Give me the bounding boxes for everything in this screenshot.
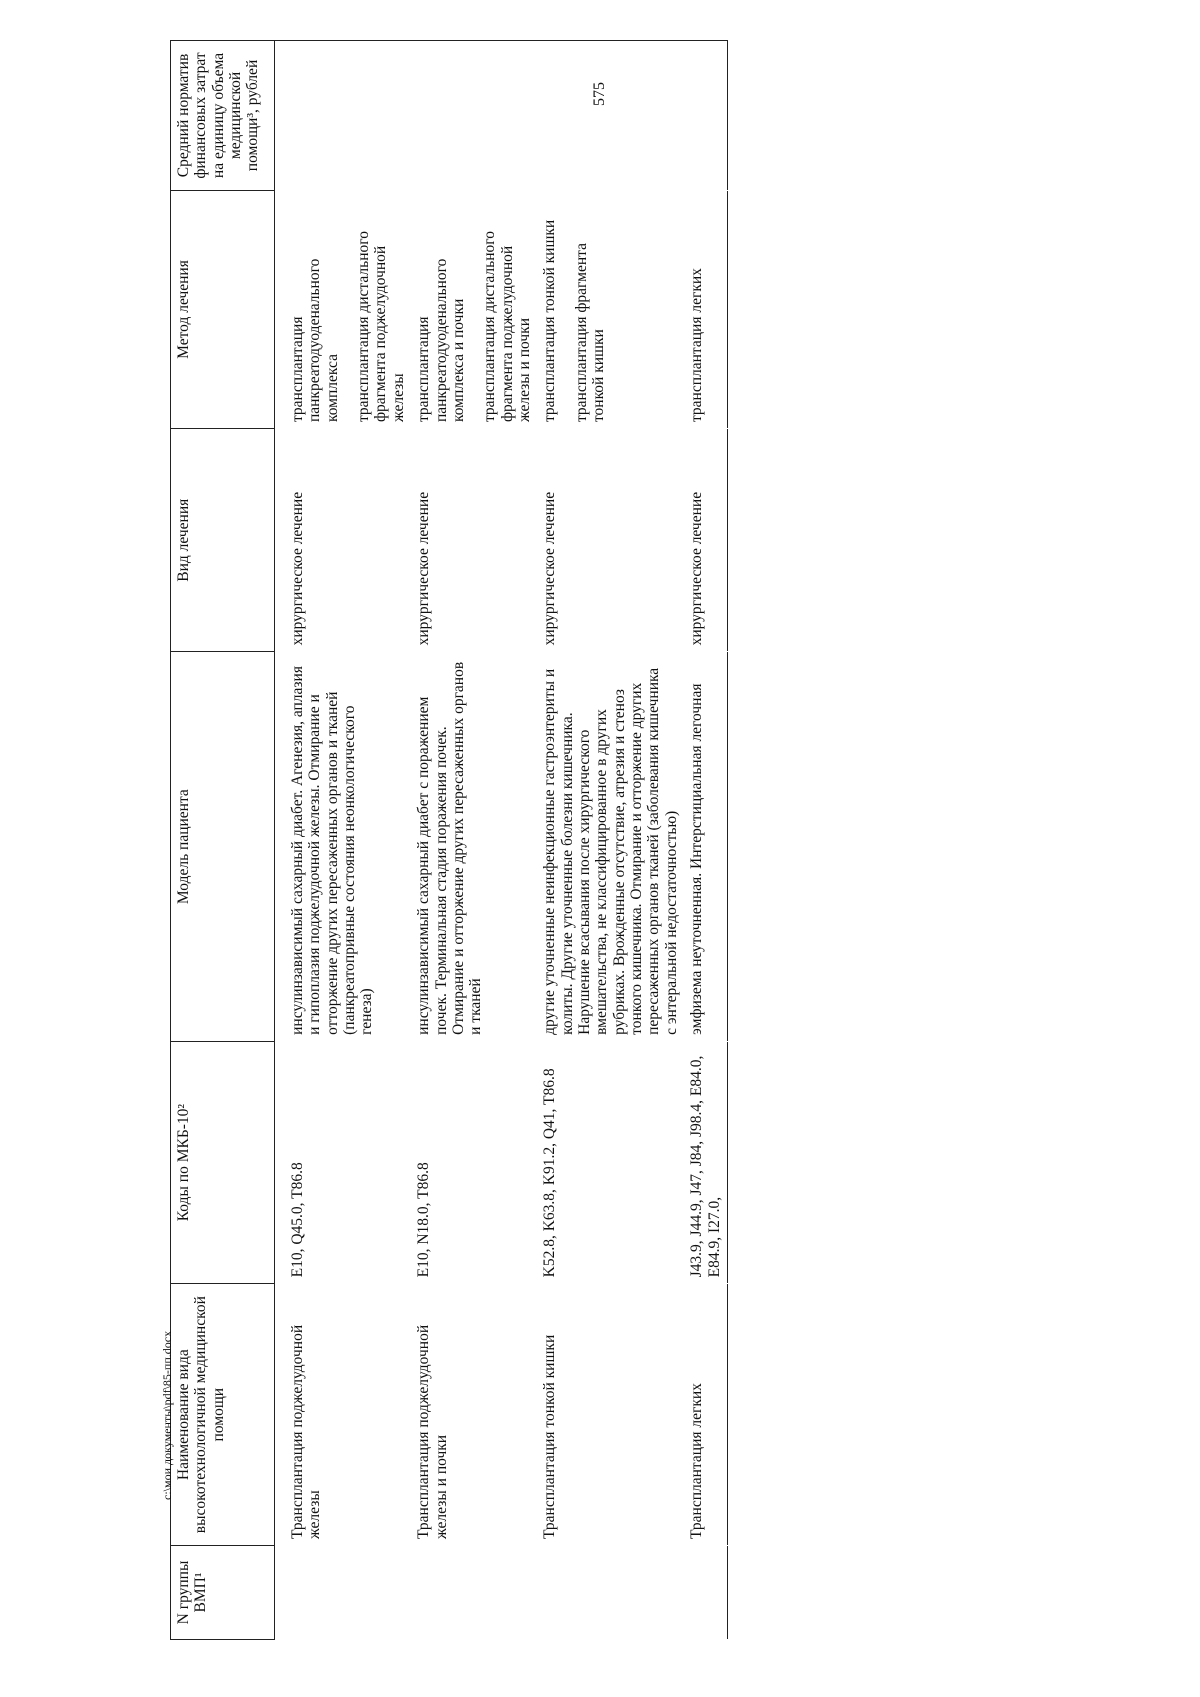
table-header-row: [171, 41, 275, 1640]
cell-method: [411, 190, 537, 428]
rotated-table-container: [170, 40, 1040, 1640]
cell-codes: J43.9, J44.9, J47, J84, J98.4, E84.0, E84.9, I27.0,: [688, 1055, 723, 1278]
cell-model: инсулинзависимый сахарный диабет. Агенезия, аплазия и гипоплазия поджелудочной железы. Отмирание и отторжение других пересаженных органов и тканей (панкреатопривные состояния неонкологического генеза): [289, 666, 376, 1035]
cell-n: [537, 1545, 684, 1639]
cell-method: [684, 190, 727, 428]
header-name: Наименование вида высокотехнологичной медицинской помощи: [171, 1284, 275, 1546]
header-method: Метод лечения: [171, 190, 275, 428]
cell-cost: [411, 41, 537, 191]
vmp-table: [170, 40, 728, 1640]
cell-n: [411, 1545, 537, 1639]
cell-kind: хирургическое лечение: [289, 491, 306, 646]
cell-kind: хирургическое лечение: [541, 491, 559, 646]
method-item: трансплантация фрагмента тонкой кишки: [572, 242, 608, 423]
cell-codes: E10, Q45.0, T86.8: [289, 1162, 306, 1278]
cell-n: [275, 1545, 412, 1639]
method-item: трансплантация дистального фрагмента поджелудочной железы: [355, 231, 407, 423]
cell-model: эмфизема неуточненная. Интерстициальная легочная: [688, 683, 706, 1035]
cell-model: другие уточненные неинфекционные гастроэнтериты и колиты. Другие уточненные болезни кишечника. Нарушение всасывания после хирургического вмешательства, не классифицированное в других рубриках. Врожденные отсутствие, атрезия и стеноз тонкого кишечника. Отмирание и отторжение других пересаженных органов тканей (заболевания кишечника с энтеральной недостаточностью): [541, 667, 680, 1035]
header-n-group: N группы ВМП¹: [171, 1545, 275, 1639]
cell-cost: [684, 41, 727, 191]
method-item: трансплантация панкреатодуоденального комплекса: [289, 258, 341, 423]
table-row: [537, 41, 684, 1640]
method-item: трансплантация дистального фрагмента поджелудочной железы и почки: [481, 231, 533, 423]
cell-n: [684, 1545, 727, 1639]
cell-codes: K52.8, K63.8, K91.2, Q41, T86.8: [541, 1068, 559, 1278]
cell-name: Трансплантация поджелудочной железы: [289, 1324, 324, 1539]
footer-file-path: c:\мои документы\pdf\85-пп.docx: [160, 1330, 174, 1500]
header-kind: Вид лечения: [171, 429, 275, 652]
cell-kind: хирургическое лечение: [688, 491, 706, 646]
cell-method: [275, 190, 412, 428]
cell-name: Трансплантация поджелудочной железы и почки: [415, 1324, 450, 1539]
header-codes: Коды по МКБ-10²: [171, 1041, 275, 1283]
table-row: [411, 41, 537, 1640]
table-row: [684, 41, 727, 1640]
header-cost: Средний норматив финансовых затрат на единицу объема медицинской помощи³, рублей: [171, 41, 275, 191]
table-row: [275, 41, 412, 1640]
header-model: Модель пациента: [171, 652, 275, 1041]
cell-model: инсулинзависимый сахарный диабет с поражением почек. Терминальная стадия поражения почек. Отмирание и отторжение других пересаженных органов и тканей: [415, 661, 485, 1035]
cell-name: Трансплантация легких: [688, 1383, 706, 1539]
method-item: трансплантация легких: [688, 268, 706, 423]
method-item: трансплантация панкреатодуоденального комплекса и почки: [415, 258, 467, 423]
cell-kind: хирургическое лечение: [415, 491, 433, 646]
cell-cost: [275, 41, 412, 191]
page-number: 575: [591, 82, 608, 106]
cell-cost: [537, 41, 684, 191]
cell-name: Трансплантация тонкой кишки: [541, 1334, 559, 1539]
cell-method: [537, 190, 684, 428]
cell-codes: E10, N18.0, T86.8: [415, 1162, 433, 1278]
method-item: трансплантация тонкой кишки: [541, 219, 559, 423]
